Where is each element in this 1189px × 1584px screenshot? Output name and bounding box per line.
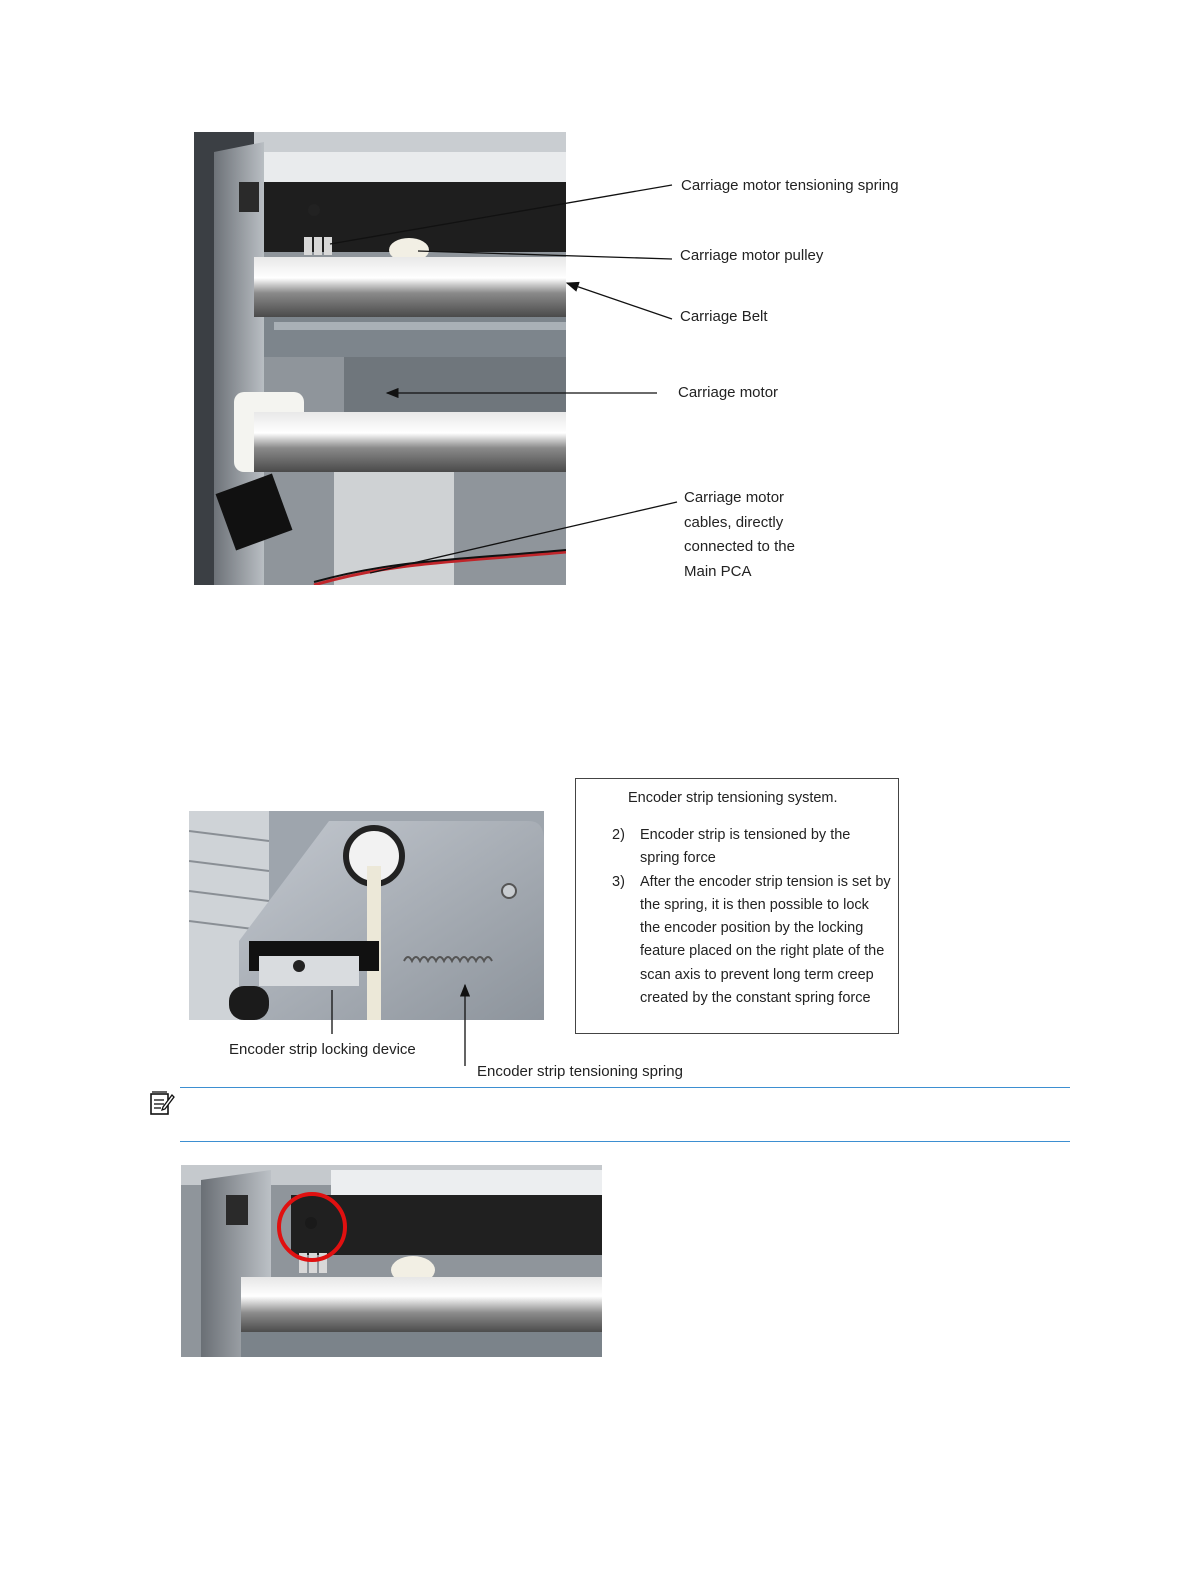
list-item-number: 3) <box>612 873 625 890</box>
list-item <box>612 824 892 871</box>
locking-screw-photo-art <box>181 1165 602 1357</box>
callout-motor-cables-line: Main PCA <box>684 562 752 580</box>
tensioning-steps-list <box>612 824 892 1010</box>
textbox-title: Encoder strip tensioning system. <box>628 790 838 806</box>
callout-motor-pulley: Carriage motor pulley <box>680 247 824 264</box>
callout-carriage-belt: Carriage Belt <box>680 308 768 325</box>
encoder-strip-photo <box>189 811 544 1020</box>
list-item-text: Encoder strip is tensioned by the spring force <box>640 827 851 867</box>
list-item-text: After the encoder strip tension is set by the spring, it is then possible to lock the encoder position by the locking feature placed on the right plate of the scan axis to prevent long term creep created by the constant spring force <box>640 873 891 1007</box>
callout-motor-cables-line: Carriage motor <box>684 489 785 506</box>
leader-carriage-belt <box>567 283 672 319</box>
list-item-number: 2) <box>612 827 625 843</box>
carriage-motor-photo-art <box>194 132 566 585</box>
callout-locking-device: Encoder strip locking device <box>229 1041 416 1058</box>
callout-encoder-spring: Encoder strip tensioning spring <box>477 1063 683 1080</box>
callout-motor-cables-line: cables, directly <box>684 513 784 531</box>
note-top-rule <box>180 1087 1070 1088</box>
encoder-tensioning-textbox <box>575 778 899 1034</box>
encoder-strip-photo-art <box>189 811 544 1020</box>
callout-tensioning-spring: Carriage motor tensioning spring <box>681 177 899 194</box>
note-bottom-rule <box>180 1141 1070 1142</box>
carriage-motor-photo <box>194 132 566 585</box>
callout-motor-cables <box>684 486 795 584</box>
list-item <box>612 871 892 1011</box>
callout-motor-cables-line: connected to the <box>684 538 795 555</box>
callout-carriage-motor: Carriage motor <box>678 384 779 401</box>
note-icon <box>149 1090 175 1116</box>
locking-screw-photo <box>181 1165 602 1357</box>
